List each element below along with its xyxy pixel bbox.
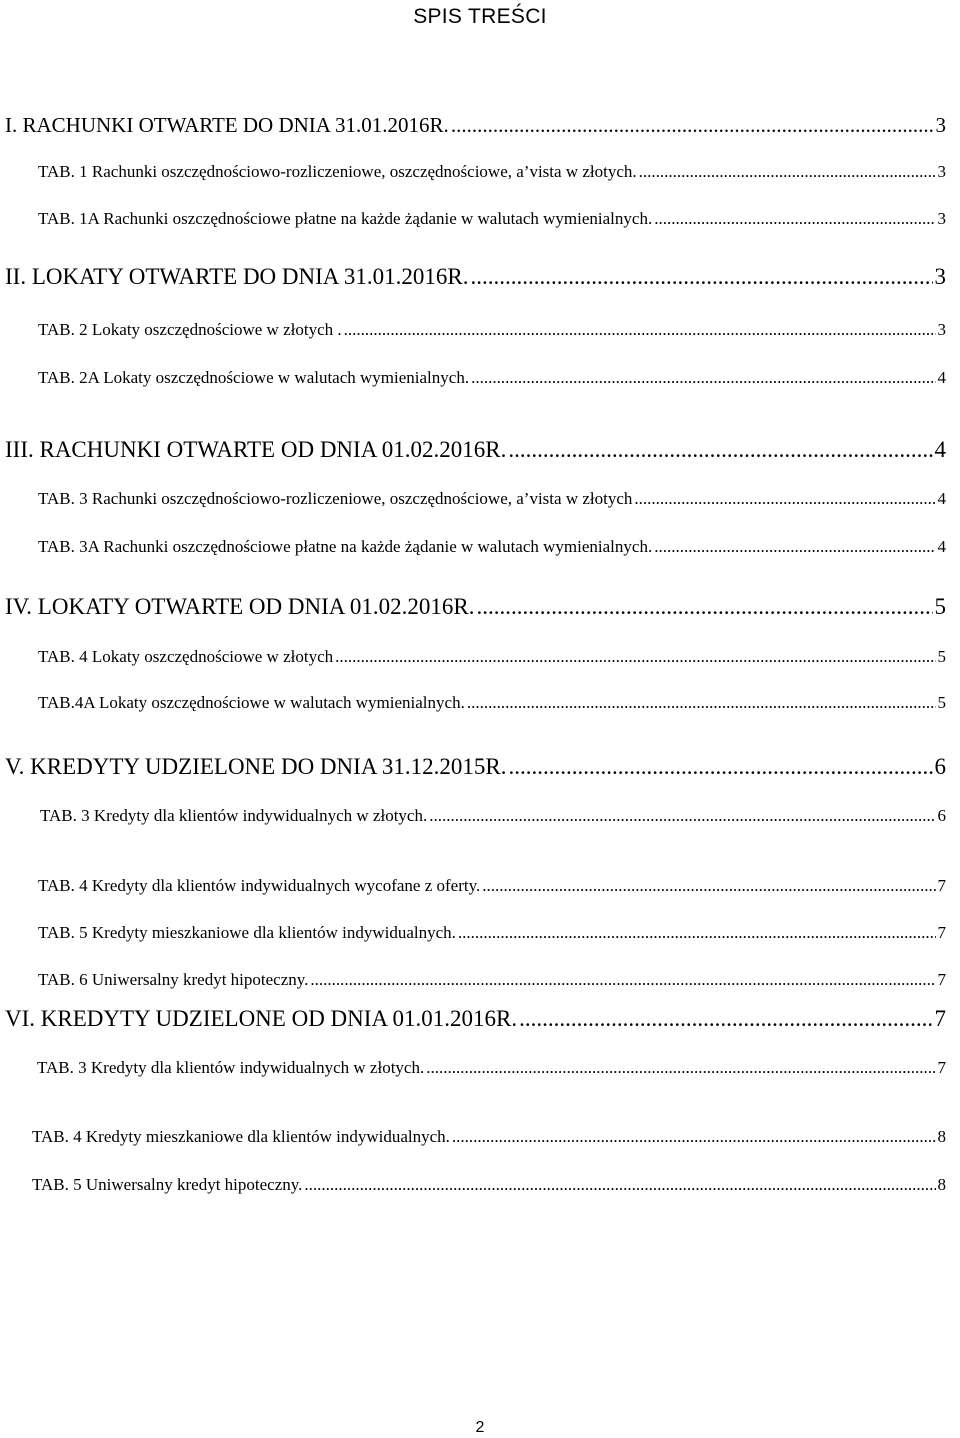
toc-entry-section-3[interactable] [5,436,946,464]
toc-entry-tab-4-credit[interactable] [38,875,946,897]
toc-entry-text: TAB. 3A Rachunki oszczędnościowe płatne na każde żądanie w walutach wymienialnych. [38,537,653,556]
toc-entry-tab-5-credit[interactable] [38,922,946,944]
toc-entry-tab-5-credit-new[interactable] [32,1174,946,1196]
toc-dot-leader [458,922,936,944]
toc-entry-text: II. LOKATY OTWARTE DO DNIA 31.01.2016R. [5,264,469,289]
toc-page-number: 8 [937,1127,946,1146]
toc-entry-section-1[interactable] [5,111,946,139]
toc-dot-leader [508,436,932,464]
toc-entry-text: TAB. 2A Lokaty oszczędnościowe w walutach wymienialnych. [38,368,470,387]
toc-entry-text: TAB. 3 Kredyty dla klientów indywidualnych w złotych. [37,1058,425,1077]
toc-page-number: 4 [937,537,946,556]
toc-entry-text: TAB.4A Lokaty oszczędnościowe w walutach wymienialnych. [38,693,465,712]
toc-dot-leader [639,161,936,183]
toc-entry-section-6[interactable] [5,1005,946,1033]
toc-entry-tab-2[interactable] [38,319,946,341]
toc-page-number: 3 [937,209,946,228]
toc-entry-text: V. KREDYTY UDZIELONE DO DNIA 31.12.2015R. [5,754,507,779]
page-number: 2 [475,1419,485,1436]
toc-entry-text: VI. KREDYTY UDZIELONE OD DNIA 01.01.2016R. [5,1006,518,1031]
toc-page-number: 7 [937,970,946,989]
toc-entry-tab-3-credit-new[interactable] [37,1057,946,1079]
toc-dot-leader [509,753,933,781]
toc-page-number: 3 [935,113,946,137]
toc-entry-text: TAB. 6 Uniwersalny kredyt hipoteczny. [38,970,309,989]
toc-entry-text: TAB. 5 Kredyty mieszkaniowe dla klientów indywidualnych. [38,923,456,942]
toc-page-number: 5 [937,647,946,666]
toc-page-number: 4 [937,368,946,387]
toc-dot-leader [654,208,935,230]
toc-page-number: 5 [934,594,946,619]
toc-dot-leader [470,263,932,291]
toc-entry-text: TAB. 4 Kredyty mieszkaniowe dla klientów indywidualnych. [32,1127,450,1146]
toc-entry-text: I. RACHUNKI OTWARTE DO DNIA 31.01.2016R. [5,113,449,137]
toc-page-number: 7 [937,876,946,895]
toc-dot-leader [304,1174,935,1196]
toc-page-number: 5 [937,693,946,712]
toc-page-number: 6 [937,806,946,825]
toc-dot-leader [452,1126,936,1148]
toc-page-number: 3 [934,264,946,289]
toc-entry-text: TAB. 3 Kredyty dla klientów indywidualnych w złotych. [40,806,428,825]
toc-entry-tab-4a[interactable] [38,692,946,714]
toc-entry-tab-3[interactable] [38,488,946,510]
toc-entry-text: IV. LOKATY OTWARTE OD DNIA 01.02.2016R. [5,594,475,619]
toc-dot-leader [310,969,935,991]
toc-page-number: 7 [937,1058,946,1077]
toc-entry-text: III. RACHUNKI OTWARTE OD DNIA 01.02.2016R. [5,437,507,462]
toc-dot-leader [634,488,935,510]
toc-entry-tab-3-credit[interactable] [40,805,946,827]
toc-entry-text: TAB. 1A Rachunki oszczędnościowe płatne na każde żądanie w walutach wymienialnych. [38,209,653,228]
toc-dot-leader [429,805,935,827]
toc-entry-text: TAB. 4 Kredyty dla klientów indywidualnych wycofane z oferty. [38,876,481,895]
toc-dot-leader [519,1005,932,1033]
toc-dot-leader [426,1057,935,1079]
toc-entry-tab-1[interactable] [38,161,946,183]
toc-entry-text: TAB. 3 Rachunki oszczędnościowo-rozliczeniowe, oszczędnościowe, a’vista w złotych [38,489,633,508]
toc-dot-leader [654,536,935,558]
toc-entry-text: TAB. 4 Lokaty oszczędnościowe w złotych [38,647,334,666]
toc-page-number: 3 [937,320,946,339]
toc-entry-text: TAB. 2 Lokaty oszczędnościowe w złotych . [38,320,342,339]
toc-entry-section-4[interactable] [5,593,946,621]
toc-dot-leader [451,111,934,139]
toc-entry-text: TAB. 5 Uniwersalny kredyt hipoteczny. [32,1175,303,1194]
toc-page-number: 4 [934,437,946,462]
toc-entry-tab-4[interactable] [38,646,946,668]
toc-entry-tab-3a[interactable] [38,536,946,558]
toc-dot-leader [467,692,936,714]
toc-dot-leader [476,593,932,621]
toc-dot-leader [471,367,935,389]
toc-page-number: 6 [934,754,946,779]
toc-entry-section-2[interactable] [5,263,946,291]
toc-entry-tab-2a[interactable] [38,367,946,389]
toc-entry-tab-6-credit[interactable] [38,969,946,991]
toc-page-number: 7 [937,923,946,942]
toc-entry-tab-1a[interactable] [38,208,946,230]
toc-dot-leader [344,319,936,341]
toc-page-number: 3 [937,162,946,181]
toc-page-number: 4 [937,489,946,508]
toc-entry-tab-4-credit-new[interactable] [32,1126,946,1148]
toc-page-number: 7 [934,1006,946,1031]
toc-dot-leader [335,646,935,668]
toc-dot-leader [482,875,935,897]
toc-page-number: 8 [937,1175,946,1194]
toc-entry-text: TAB. 1 Rachunki oszczędnościowo-rozliczeniowe, oszczędnościowe, a’vista w złotych. [38,162,637,181]
toc-entry-section-5[interactable] [5,753,946,781]
page-title: SPIS TREŚCI [413,5,547,28]
